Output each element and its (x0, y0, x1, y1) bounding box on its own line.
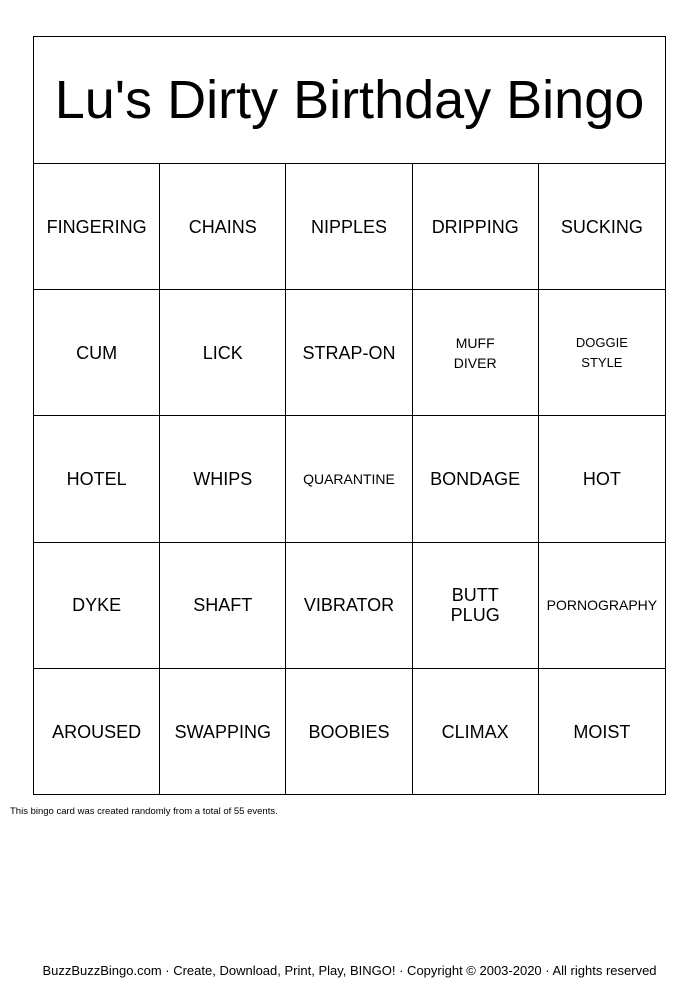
bingo-cell: QUARANTINE (286, 416, 412, 542)
bingo-cell: MUFF DIVER (413, 290, 539, 416)
bingo-cell: DOGGIE STYLE (539, 290, 665, 416)
bingo-cell: LICK (160, 290, 286, 416)
bingo-cell: NIPPLES (286, 164, 412, 290)
bingo-cell: STRAP-ON (286, 290, 412, 416)
bingo-cell: AROUSED (34, 669, 160, 795)
bingo-cell: DRIPPING (413, 164, 539, 290)
bingo-cell: BOOBIES (286, 669, 412, 795)
bingo-cell: BONDAGE (413, 416, 539, 542)
bingo-cell: HOT (539, 416, 665, 542)
bingo-cell: BUTT PLUG (413, 543, 539, 669)
bingo-cell: CUM (34, 290, 160, 416)
card-title: Lu's Dirty Birthday Bingo (34, 37, 665, 164)
bingo-cell: HOTEL (34, 416, 160, 542)
bingo-cell: DYKE (34, 543, 160, 669)
bingo-grid (34, 164, 665, 795)
card-note: This bingo card was created randomly from a total of 55 events. (10, 806, 278, 817)
bingo-cell: SUCKING (539, 164, 665, 290)
footer-text: BuzzBuzzBingo.com · Create, Download, Print, Play, BINGO! · Copyright © 2003-2020 · All rights reserved (42, 963, 657, 978)
bingo-cell: FINGERING (34, 164, 160, 290)
bingo-cell: SHAFT (160, 543, 286, 669)
bingo-cell: CHAINS (160, 164, 286, 290)
bingo-cell: MOIST (573, 721, 631, 742)
bingo-cell: CLIMAX (413, 669, 539, 795)
bingo-cell: SWAPPING (160, 669, 286, 795)
bingo-cell: VIBRATOR (286, 543, 412, 669)
bingo-cell: WHIPS (160, 416, 286, 542)
bingo-cell: PORNOGRAPHY (539, 543, 665, 669)
bingo-card (33, 36, 666, 795)
